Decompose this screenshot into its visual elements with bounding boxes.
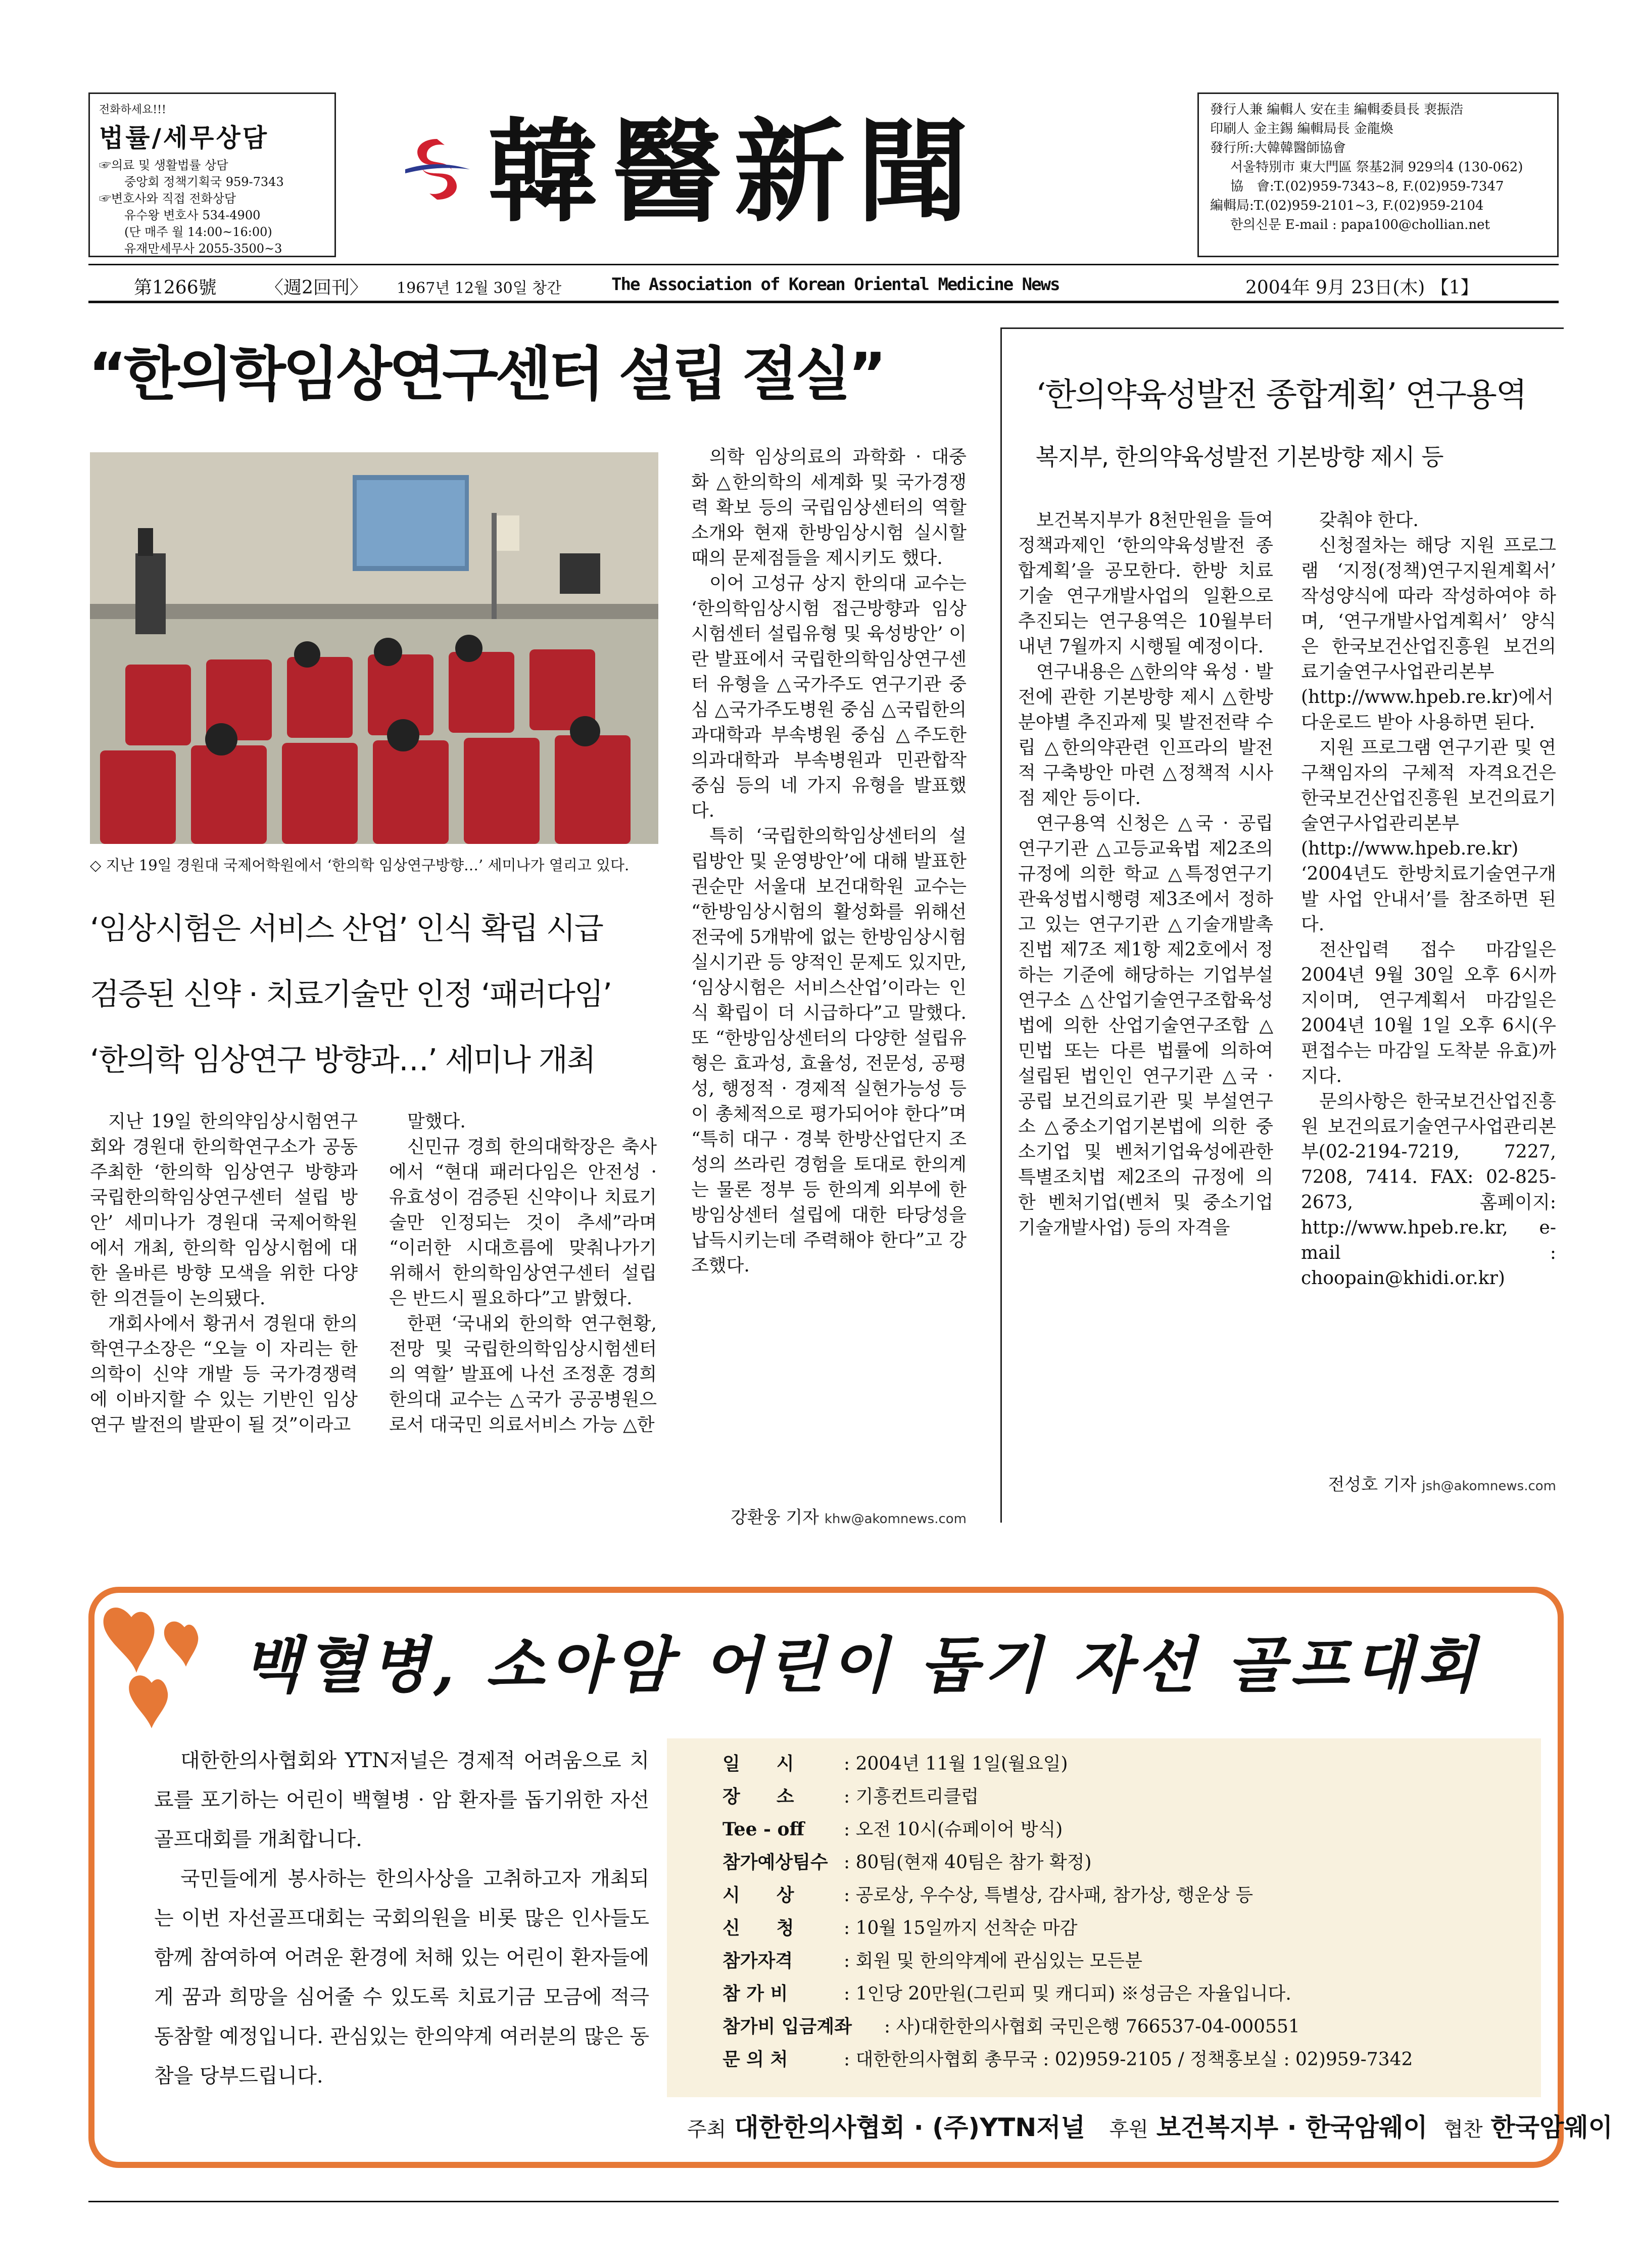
ad-line: (단 매주 월 14:00~16:00) [124, 225, 272, 239]
info-value: : 2004년 11월 1일(월요일) [844, 1754, 1068, 1774]
subheadline: ‘임상시험은 서비스 산업’ 인식 확립 시급 [90, 911, 603, 947]
publisher-line: 協 會:T.(02)959-7343~8, F.(02)959-7347 [1230, 179, 1504, 194]
paragraph: 한편 ‘국내외 한의학 연구현황, 전망 및 국립한의학임상시험센터의 역할’ 발표에 나선 조정훈 경희한의대 교수는 △국가 공공병원으로서 대국민 의료서비스 가능 △한 [389, 1313, 657, 1435]
paragraph: 연구내용은 △한의약 육성 · 발전에 관한 기본방향 제시 △한방분야별 추진과제 및 발전전략 수립 △한의약관련 인프라의 발전적 구축방안 마련 △정책적 시사점 제안 등이다. [1018, 662, 1273, 809]
paragraph: 신민규 경희 한의대학장은 축사에서 “현대 패러다임은 안전성 · 유효성이 검증된 신약이나 치료기술만 인정되는 것이 추세”라며 “이러한 시대흐름에 맞춰나가기 위해서 한의학임상연구센터 설립은 반드시 필요하다”고 밝혔다. [389, 1137, 657, 1309]
right-headline: ‘한의약육성발전 종합계획’ 연구용역 [1036, 376, 1526, 414]
paragraph: 국민들에게 봉사하는 한의사상을 고취하고자 개최되는 이번 자선골프대회는 국회의원을 비롯 많은 인사들도 함께 참여하여 어려운 환경에 처해 있는 어린이 환자들에게 꿈과 희망을 심어줄 수 있도록 치료기금 모금에 적극 동참할 예정입니다. 관심있는 한의약계 여러분의 많은 동참을 당부드립니다. [154, 1867, 649, 2088]
host-name: 대한한의사협회 · (주)YTN저널 [734, 2113, 1085, 2142]
info-key: 참가예상팀수 [722, 1852, 828, 1873]
paragraph: 연구용역 신청은 △국 · 공립 연구기관 △고등교육법 제2조의 규정에 의한 학교 △특정연구기관육성법시행령 제3조에서 정하고 있는 연구기관 △기술개발촉진법 제7조 제1항 제2호에서 정하는 기준에 해당하는 기업부설연구소 △산업기술연구조합육성법에 의한 산업기술연구조합 △민법 또는 다른 법률에 의하여 설립된 법인인 연구기관 △국 · 공립 보건의료기관 및 부설연구소 △중소기업기본법에 의한 중소기업 및 벤처기업육성에관한특별조치법 제2조의 규정에 의한 벤처기업(벤처 및 중소기업 기술개발사업) 등의 자격을 [1018, 813, 1273, 1238]
publisher-line: 한의신문 E-mail : papa100@chollian.net [1230, 217, 1490, 232]
info-key: 일 시 [722, 1753, 794, 1774]
ad-line: 유재만세무사 2055-3500~3 [124, 242, 282, 256]
paragraph: 지난 19일 한의약임상시험연구회와 경원대 한의학연구소가 공동 주최한 ‘한의학 임상연구 방향과 국립한의학임상연구센터 설립 방안’ 세미나가 경원대 국제어학원에서 개최, 한의학 임상시험에 대한 올바른 방향 모색을 위한 다양한 의견들이 논의됐다. [90, 1111, 358, 1309]
golf-ad-title: 백혈병, 소아암 어린이 돕기 자선 골프대회 [243, 1630, 1481, 1701]
issue-number: 第1266號 [134, 277, 217, 298]
info-key: 문 의 처 [722, 2049, 788, 2070]
ad-line: ☞의료 및 생활법률 상담 [99, 158, 228, 172]
newspaper-title: 韓醫新聞 [488, 106, 981, 237]
paragraph: 신청절차는 해당 지원 프로그램 ‘지정(정책)연구지원계획서’ 작성양식에 따라 작성하여야 하며, ‘연구개발사업계획서’ 양식은 한국보건산업진흥원 보건의료기술연구사업관리본부(http://www.hpeb.re.kr)에서 다운로드 받아 사용하면 된다. [1301, 535, 1556, 733]
sponsor-name: 보건복지부 · 한국암웨이 [1156, 2113, 1428, 2142]
seminar-photo-illustration-icon [90, 452, 658, 844]
heart-decoration-icon [96, 1597, 227, 1743]
info-value: : 기흥컨트리클럽 [844, 1786, 979, 1807]
host-label: 주최 [687, 2118, 727, 2141]
article-right-column-1 [1018, 508, 1273, 1493]
info-value: : 오전 10시(슈페이어 방식) [844, 1819, 1063, 1840]
info-value: : 1인당 20만원(그린피 및 캐디피) ※성금은 자율입니다. [844, 1983, 1291, 2004]
info-row-teams [722, 1846, 1541, 1879]
info-key: 시 상 [722, 1884, 794, 1906]
golf-ad-sponsors [687, 2107, 1613, 2144]
publisher-info-box [1197, 92, 1559, 257]
paragraph: 갖춰야 한다. [1319, 510, 1419, 531]
info-value: : 10월 15일까지 선착순 마감 [844, 1918, 1078, 1939]
info-key: 참 가 비 [722, 1983, 788, 2004]
main-headline: “한의학임상연구센터 설립 절실” [88, 341, 884, 408]
coop-label: 협찬 [1443, 2118, 1483, 2141]
info-value: : 회원 및 한의약계에 관심있는 모든분 [844, 1951, 1142, 1971]
association-logo-icon [399, 134, 475, 205]
legal-tax-consult-box [88, 92, 336, 257]
paragraph: 지원 프로그램 연구기관 및 연구책임자의 구체적 자격요건은 한국보건산업진흥원 보건의료기술연구사업관리본부(http://www.hpeb.re.kr) ‘2004년도 한방치료기술연구개발 사업 안내서’를 참조하면 된다. [1301, 737, 1556, 935]
info-value: : 80팀(현재 40팀은 참가 확정) [844, 1852, 1092, 1873]
info-key: Tee - off [722, 1819, 805, 1840]
byline-email[interactable]: khw@akomnews.com [824, 1511, 967, 1527]
ad-line: 중앙회 정책기획국 959-7343 [124, 175, 284, 189]
paragraph: 대한한의사협회와 YTN저널은 경제적 어려움으로 치료를 포기하는 어린이 백혈병 · 암 환자를 돕기위한 자선 골프대회를 개최합니다. [154, 1749, 649, 1851]
info-row-place [722, 1780, 1541, 1813]
article-right-column-2 [1301, 508, 1556, 1468]
seminar-photo [90, 452, 658, 844]
subheadline: 검증된 신약 · 치료기술만 인정 ‘패러다임’ [90, 977, 611, 1012]
issue-frequency: 〈週2回刊〉 [265, 277, 368, 298]
byline-name: 강환웅 기자 [730, 1507, 819, 1528]
issue-date: 2004年 9月 23日(木) 【1】 [1245, 277, 1479, 298]
paragraph: 말했다. [407, 1111, 466, 1132]
publisher-line: 發行人兼 編輯人 安在圭 編輯委員長 裵振浩 [1210, 102, 1464, 117]
article-left-byline [691, 1503, 967, 1528]
info-row-tee-off [722, 1813, 1541, 1846]
info-key: 신 청 [722, 1917, 794, 1939]
info-key: 참가자격 [722, 1950, 793, 1971]
ad-line: 유수왕 변호사 534-4900 [124, 208, 261, 222]
golf-info-table [667, 1738, 1541, 2097]
photo-caption: ◇ 지난 19일 경원대 국제어학원에서 ‘한의학 임상연구방향…’ 세미나가 열리고 있다. [90, 857, 630, 874]
subheadline: ‘한의학 임상연구 방향과…’ 세미나 개최 [90, 1043, 595, 1078]
info-value: : 사)대한한의사협회 국민은행 766537-04-000551 [884, 2016, 1300, 2037]
info-row-fee [722, 1977, 1541, 2010]
article-right-byline [1301, 1471, 1556, 1495]
article-left-column-1 [90, 1109, 358, 1539]
info-row-date [722, 1747, 1541, 1780]
info-row-awards [722, 1879, 1541, 1912]
paragraph: 문의사항은 한국보건산업진흥원 보건의료기술연구사업관리본부(02-2194-7219, 7227, 7208, 7414. FAX: 02-825-2673, 홈페이지: http://www.hpeb.re.kr, e-mail : choopain@khidi.or.kr) [1301, 1091, 1556, 1289]
issue-bar [88, 265, 1559, 301]
byline-name: 전성호 기자 [1328, 1475, 1417, 1495]
publisher-line: 發行所:大韓韓醫師協會 [1210, 140, 1346, 156]
paragraph: 특히 ‘국립한의학임상센터의 설립방안 및 운영방안’에 대해 발표한 권순만 서울대 보건대학원 교수는 “한방임상시험의 활성화를 위해선 전국에 5개밖에 없는 한방임상시험실시기관 등 양적인 문제도 있지만, ‘임상시험은 서비스산업’이라는 인식 확립이 더 시급하다”고 말했다. 또 “한방임상센터의 다양한 설립유형은 효과성, 효율성, 전문성, 공평성, 행정적 · 경제적 실현가능성 등이 총체적으로 평가되어야 한다”며 “특히 대구 · 경북 한방산업단지 조성의 쓰라린 경험을 토대로 한의계는 물론 정부 등 한의계 외부에 한방임상센터 설립에 대한 타당성을 납득시키는데 주력해야 한다”고 강조했다. [691, 826, 967, 1276]
right-subheadline: 복지부, 한의약육성발전 기본방향 제시 등 [1036, 443, 1443, 470]
info-row-contact [722, 2043, 1541, 2076]
founded-date: 1967년 12월 30일 창간 [397, 279, 562, 297]
byline-email[interactable]: jsh@akomnews.com [1422, 1479, 1556, 1494]
bottom-rule [88, 2201, 1559, 2202]
paragraph: 전산입력 접수 마감일은 2004년 9월 30일 오후 6시까지이며, 연구계획서 마감일은 2004년 10월 1일 오후 6시(우편접수는 마감일 도착분 유효)까지다. [1301, 939, 1556, 1086]
coop-name: 한국암웨이 [1490, 2113, 1613, 2142]
sponsor-label: 후원 [1109, 2118, 1148, 2141]
info-value: : 대한한의사협회 총무국 : 02)959-2105 / 정책홍보실 : 02)959-7342 [844, 2049, 1413, 2070]
english-title: The Association of Korean Oriental Medicine News [611, 274, 1059, 295]
paragraph: 이어 고성규 상지 한의대 교수는 ‘한의학임상시험 접근방향과 임상시험센터 설립유형 및 육성방안’ 이란 발표에서 국립한의학임상연구센터 유형을 △국가주도 연구기관 중심 △국가주도병원 중심 △국립한의과대학과 부속병원 중심 △주도한의과대학과 부속병원과 민관합작 중심 등의 네 가지 유형을 발표했다. [691, 573, 967, 821]
info-row-apply [722, 1912, 1541, 1945]
info-row-account [722, 2010, 1541, 2043]
ad-title: 법률/세무상담 [99, 123, 269, 153]
paragraph: 의학 임상의료의 과학화 · 대중화 △한의학의 세계화 및 국가경쟁력 확보 등의 국립임상센터의 역할 소개와 현재 한방임상시험 실시할 때의 문제점들을 제시키도 했다. [691, 447, 967, 569]
golf-ad-text [154, 1741, 649, 2096]
ad-line: ☞변호사와 직접 전화상담 [99, 192, 236, 206]
article-left-column-2 [389, 1109, 657, 1539]
publisher-line: 編輯局:T.(02)959-2101~3, F.(02)959-2104 [1210, 198, 1484, 213]
info-row-eligibility [722, 1945, 1541, 1977]
publisher-line: 印刷人 金主錫 編輯局長 金龍煥 [1210, 121, 1393, 136]
paragraph: 개회사에서 황귀서 경원대 한의학연구소장은 “오늘 이 자리는 한의학이 신약 개발 등 국가경쟁력에 이바지할 수 있는 기반인 임상연구 발전의 발판이 될 것”이라고 [90, 1313, 358, 1435]
article-left-column-3 [691, 445, 967, 1496]
info-key: 참가비 입금계좌 [722, 2016, 852, 2037]
issue-bar-rule [88, 301, 1559, 303]
ad-small-text: 전화하세요!!! [99, 104, 166, 116]
info-key: 장 소 [722, 1786, 794, 1807]
publisher-line: 서울特別市 東大門區 祭基2洞 929의4 (130-062) [1230, 160, 1523, 175]
info-value: : 공로상, 우수상, 특별상, 감사패, 참가상, 행운상 등 [844, 1885, 1253, 1906]
paragraph: 보건복지부가 8천만원을 들여 정책과제인 ‘한의약육성발전 종합계획’을 공모한다. 한방 치료기술 연구개발사업의 일환으로 추진되는 연구용역은 10월부터 내년 7월까지 시행될 예정이다. [1018, 510, 1273, 657]
